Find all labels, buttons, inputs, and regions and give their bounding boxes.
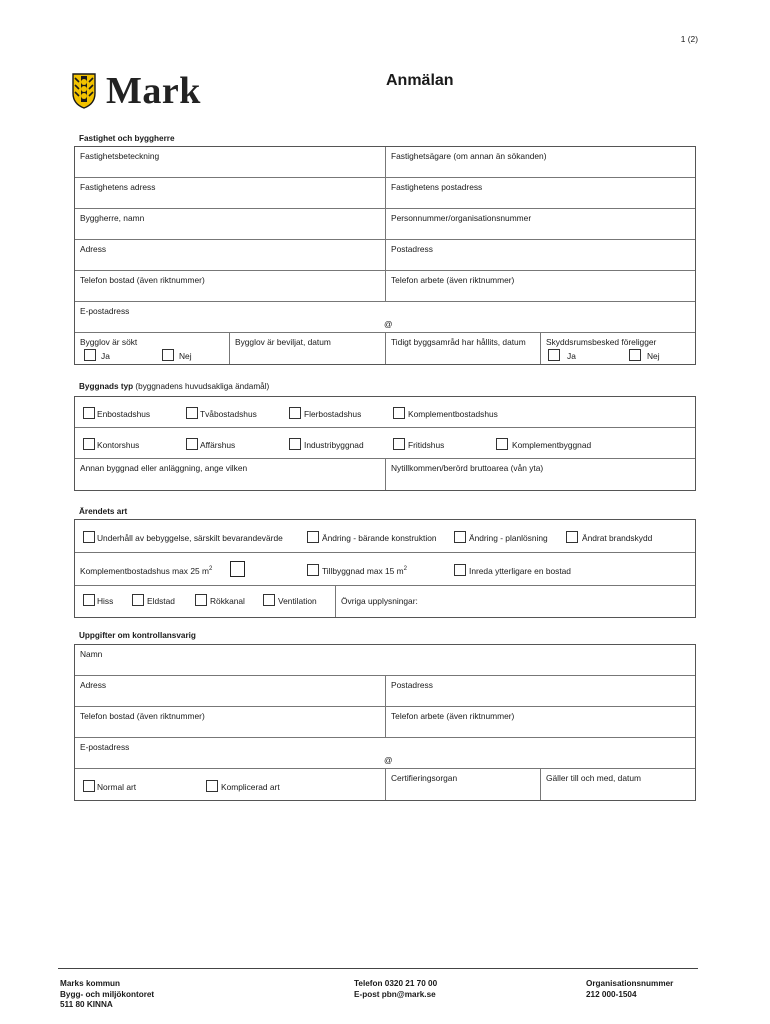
telefon-arbete-field[interactable] (385, 271, 695, 301)
checkbox-label: Komplementbostadshus (408, 409, 498, 419)
checkbox-label: Eldstad (147, 596, 175, 606)
komplementbyggnad-checkbox[interactable] (496, 438, 508, 450)
municipal-crest-icon (72, 73, 96, 109)
municipality-logo (72, 72, 201, 110)
checkbox-label: Ja (567, 351, 576, 361)
checkbox-label: Enbostadshus (97, 409, 151, 419)
form-row (75, 769, 695, 800)
enbostadshus-checkbox[interactable] (83, 407, 95, 419)
form-row (75, 707, 695, 738)
industribyggnad-checkbox[interactable] (289, 438, 301, 450)
checkbox-label: Komplicerad art (221, 782, 280, 792)
checkbox-label: Tvåbostadshus (200, 409, 257, 419)
checkbox-label: Fritidshus (408, 440, 445, 450)
form-row (75, 645, 695, 676)
form-row (75, 586, 695, 617)
checkbox-label: Normal art (97, 782, 137, 792)
eldstad-checkbox[interactable] (132, 594, 144, 606)
ka-namn-field[interactable] (75, 645, 695, 675)
inreda-bostad-checkbox[interactable] (454, 564, 466, 576)
checkbox-label: Ja (101, 351, 110, 361)
field-label: Adress (80, 244, 107, 254)
footer-org-label: Organisationsnummer (586, 979, 674, 988)
checkbox-label: Flerbostadshus (304, 409, 362, 419)
field-label: Adress (80, 680, 107, 690)
checkbox-label (80, 566, 212, 576)
superscript: 2 (208, 566, 213, 573)
section-heading-kontrollansvarig: Uppgifter om kontrollansvarig (79, 631, 196, 640)
field-label: Bygglov är beviljat, datum (235, 337, 331, 347)
kontrollansvarig-box (74, 644, 696, 801)
footer-divider (58, 968, 698, 969)
form-row (75, 676, 695, 707)
certifieringsorgan-field[interactable] (385, 769, 540, 800)
epostadress-field[interactable] (75, 302, 695, 332)
ka-telefon-arbete-field[interactable] (385, 707, 695, 737)
fastighetsagare-field[interactable] (385, 147, 695, 177)
checkbox-label: Hiss (97, 596, 114, 606)
ka-telefon-bostad-field[interactable] (75, 707, 385, 737)
byggsamrad-field[interactable] (385, 333, 540, 364)
field-label: Nytillkommen/berörd bruttoarea (vån yta) (391, 463, 544, 473)
field-label: Annan byggnad eller anläggning, ange vilken (80, 463, 248, 473)
logo-wordmark: Mark (106, 70, 201, 112)
ka-postadress-field[interactable] (385, 676, 695, 706)
flerbostadshus-checkbox[interactable] (289, 407, 301, 419)
form-row (75, 553, 695, 586)
ka-epostadress-field[interactable] (75, 738, 695, 768)
bygglov-sokt-nej-checkbox[interactable] (162, 349, 174, 361)
hiss-checkbox[interactable] (83, 594, 95, 606)
field-label: E-postadress (80, 742, 130, 752)
bygglov-sokt-ja-checkbox[interactable] (84, 349, 96, 361)
footer-orgnr (586, 979, 673, 1000)
footer-department: Bygg- och miljökontoret (60, 989, 155, 999)
field-label: Övriga upplysningar: (341, 596, 418, 606)
section-heading-arendets-art: Ärendets art (79, 507, 128, 516)
field-label: Bygglov är sökt (80, 337, 138, 347)
arendets-art-box (74, 519, 696, 618)
heading-note: (byggnadens huvudsakliga ändamål) (135, 382, 270, 391)
form-row (75, 397, 695, 428)
field-label: Tidigt byggsamråd har hållits, datum (391, 337, 526, 347)
at-sign: @ (384, 755, 393, 765)
field-label: Fastighetens postadress (391, 182, 483, 192)
at-sign: @ (384, 319, 393, 329)
annan-byggnad-field[interactable] (75, 459, 385, 490)
skyddsrum-ja-checkbox[interactable] (548, 349, 560, 361)
checkbox-label: Inreda ytterligare en bostad (469, 566, 571, 576)
byggherre-adress-field[interactable] (75, 240, 385, 270)
form-row (75, 738, 695, 769)
checkbox-label: Ändrat brandskydd (582, 533, 653, 543)
bygglov-sokt-field (75, 333, 229, 364)
checkbox-label (322, 566, 407, 576)
fritidshus-checkbox[interactable] (393, 438, 405, 450)
fastighetens-adress-field[interactable] (75, 178, 385, 208)
form-row (75, 459, 695, 490)
checkbox-label: Industribyggnad (304, 440, 364, 450)
form-row (75, 428, 695, 459)
byggherre-postadress-field[interactable] (385, 240, 695, 270)
affarshus-checkbox[interactable] (186, 438, 198, 450)
footer-org-name: Marks kommun (60, 979, 121, 988)
form-row (75, 333, 695, 364)
underhall-checkbox[interactable] (83, 531, 95, 543)
footer-postal: 511 80 KINNA (60, 1000, 113, 1009)
form-row (75, 302, 695, 333)
rokkanal-checkbox[interactable] (195, 594, 207, 606)
field-label: Certifieringsorgan (391, 773, 458, 783)
field-label: Skyddsrumsbesked föreligger (546, 337, 657, 347)
superscript: 2 (403, 566, 407, 573)
field-label: Gäller till och med, datum (546, 773, 641, 783)
field-label: Postadress (391, 244, 433, 254)
field-label: Fastighetsbeteckning (80, 151, 160, 161)
heading-text: Byggnads typ (79, 382, 134, 391)
label-text: Komplementbostadshus max 25 m (80, 566, 209, 576)
ka-adress-field[interactable] (75, 676, 385, 706)
checkbox-label: Affärshus (200, 440, 236, 450)
byggherre-namn-field[interactable] (75, 209, 385, 239)
andrat-brandskydd-checkbox[interactable] (566, 531, 578, 543)
footer-phone: Telefon 0320 21 70 00 (354, 979, 438, 988)
footer-email: E-post pbn@mark.se (354, 989, 436, 999)
fastighetsbeteckning-field[interactable] (75, 147, 385, 177)
personnummer-field[interactable] (385, 209, 695, 239)
checkbox-label: Ändring - bärande konstruktion (322, 533, 437, 543)
footer-contact (354, 979, 437, 1000)
form-row (75, 271, 695, 302)
field-label: Byggherre, namn (80, 213, 145, 223)
skyddsrumsbesked-field (540, 333, 695, 364)
checkbox-label: Ändring - planlösning (469, 533, 548, 543)
field-label: Postadress (391, 680, 433, 690)
fastighet-box (74, 146, 696, 365)
checkbox-label: Nej (179, 351, 192, 361)
footer-address (60, 979, 154, 1011)
andring-barande-checkbox[interactable] (307, 531, 319, 543)
label-text: Tillbyggnad max 15 m (322, 566, 404, 576)
field-label: Telefon arbete (även riktnummer) (391, 275, 515, 285)
andring-planlosning-checkbox[interactable] (454, 531, 466, 543)
checkbox-label: Komplementbyggnad (512, 440, 592, 450)
galler-till-datum-field[interactable] (540, 769, 695, 800)
tillbyggnad-max-checkbox[interactable] (307, 564, 319, 576)
field-label: Fastighetens adress (80, 182, 156, 192)
ovriga-upplysningar-field[interactable] (335, 586, 695, 617)
form-row (75, 209, 695, 240)
tvabostadshus-checkbox[interactable] (186, 407, 198, 419)
checkbox-label: Underhåll av bebyggelse, särskilt bevarandevärde (97, 533, 283, 543)
field-label: E-postadress (80, 306, 130, 316)
ventilation-checkbox[interactable] (263, 594, 275, 606)
field-label: Telefon bostad (även riktnummer) (80, 711, 205, 721)
form-row (75, 240, 695, 271)
field-label: Telefon arbete (även riktnummer) (391, 711, 515, 721)
field-label: Personnummer/organisationsnummer (391, 213, 532, 223)
bruttoarea-field[interactable] (385, 459, 695, 490)
checkbox-label: Kontorshus (97, 440, 140, 450)
form-row (75, 147, 695, 178)
bygglov-beviljat-field[interactable] (229, 333, 385, 364)
skyddsrum-nej-checkbox[interactable] (629, 349, 641, 361)
normal-art-checkbox[interactable] (83, 780, 95, 792)
page-title: Anmälan (386, 72, 454, 89)
checkbox-label: Ventilation (278, 596, 317, 606)
field-label: Telefon bostad (även riktnummer) (80, 275, 205, 285)
footer-org-number: 212 000-1504 (586, 989, 637, 999)
fastighetens-postadress-field[interactable] (385, 178, 695, 208)
field-label: Fastighetsägare (om annan än sökanden) (391, 151, 547, 161)
field-label: Namn (80, 649, 103, 659)
page-number: 1 (2) (680, 34, 698, 44)
kontorshus-checkbox[interactable] (83, 438, 95, 450)
section-heading-fastighet: Fastighet och byggherre (79, 134, 175, 143)
section-heading-byggnadstyp (79, 382, 269, 391)
komplicerad-art-checkbox[interactable] (206, 780, 218, 792)
form-row (75, 520, 695, 553)
byggnadstyp-box (74, 396, 696, 491)
komplementbostadshus-max-checkbox[interactable] (230, 561, 245, 577)
form-row (75, 178, 695, 209)
telefon-bostad-field[interactable] (75, 271, 385, 301)
checkbox-label: Rökkanal (210, 596, 245, 606)
komplementbostadshus-checkbox[interactable] (393, 407, 405, 419)
checkbox-label: Nej (647, 351, 660, 361)
